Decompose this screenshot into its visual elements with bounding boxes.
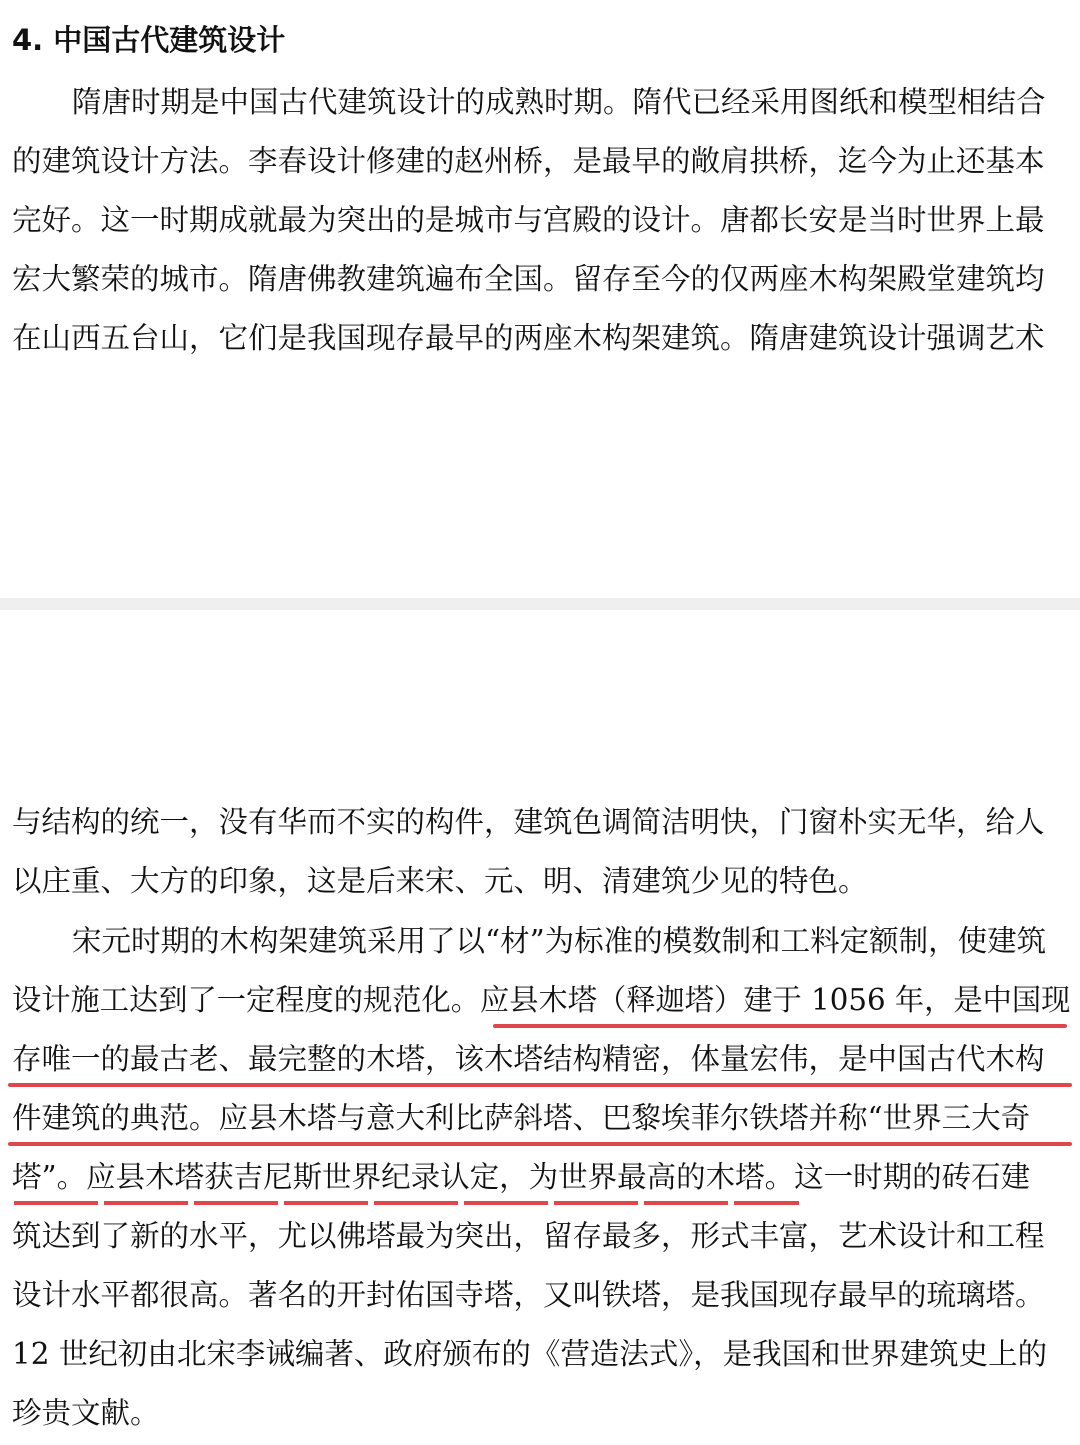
paragraph-line: 筑达到了新的水平，尤以佛塔最为突出，留存最多，形式丰富，艺术设计和工程 (12, 1219, 1045, 1253)
paragraph-line: 隋唐时期是中国古代建筑设计的成熟时期。隋代已经采用图纸和模型相结合 (72, 85, 1046, 119)
section-heading: 4. 中国古代建筑设计 (12, 23, 286, 57)
paragraph-line: 以庄重、大方的印象，这是后来宋、元、明、清建筑少见的特色。 (12, 864, 868, 898)
paragraph-line: 件建筑的典范。应县木塔与意大利比萨斜塔、巴黎埃菲尔铁塔并称“世界三大奇 (12, 1101, 1031, 1135)
paragraph-line: 塔”。应县木塔获吉尼斯世界纪录认定，为世界最高的木塔。这一时期的砖石建 (12, 1160, 1031, 1194)
paragraph-line: 12 世纪初由北宋李诫编著、政府颁布的《营造法式》，是我国和世界建筑史上的 (12, 1337, 1048, 1371)
paragraph-line: 设计水平都很高。著名的开封佑国寺塔，又叫铁塔，是我国现存最早的琉璃塔。 (12, 1278, 1045, 1312)
highlight-underline (8, 1083, 1072, 1087)
paragraph-line: 与结构的统一，没有华而不实的构件，建筑色调简洁明快，门窗朴实无华，给人 (12, 805, 1045, 839)
paragraph-line: 的建筑设计方法。李春设计修建的赵州桥，是最早的敞肩拱桥，迄今为止还基本 (12, 144, 1045, 178)
paragraph-line: 完好。这一时期成就最为突出的是城市与宫殿的设计。唐都长安是当时世界上最 (12, 203, 1045, 237)
paragraph-line: 宏大繁荣的城市。隋唐佛教建筑遍布全国。留存至今的仅两座木构架殿堂建筑均 (12, 262, 1045, 296)
page-bottom (0, 610, 1080, 1445)
paragraph-line: 存唯一的最古老、最完整的木塔，该木塔结构精密，体量宏伟，是中国古代木构 (12, 1042, 1045, 1076)
page-separator (0, 598, 1080, 610)
paragraph-line: 珍贵文献。 (12, 1396, 160, 1430)
highlight-underline (8, 1142, 1072, 1146)
paragraph-line: 宋元时期的木构架建筑采用了以“材”为标准的模数制和工料定额制，使建筑 (72, 924, 1047, 958)
paragraph-line: 设计施工达到了一定程度的规范化。应县木塔（释迦塔）建于 1056 年，是中国现 (12, 983, 1071, 1017)
highlight-underline (493, 1024, 1067, 1028)
paragraph-line: 在山西五台山，它们是我国现存最早的两座木构架建筑。隋唐建筑设计强调艺术 (12, 321, 1045, 355)
highlight-underline (14, 1201, 799, 1205)
page-top (0, 0, 1080, 598)
